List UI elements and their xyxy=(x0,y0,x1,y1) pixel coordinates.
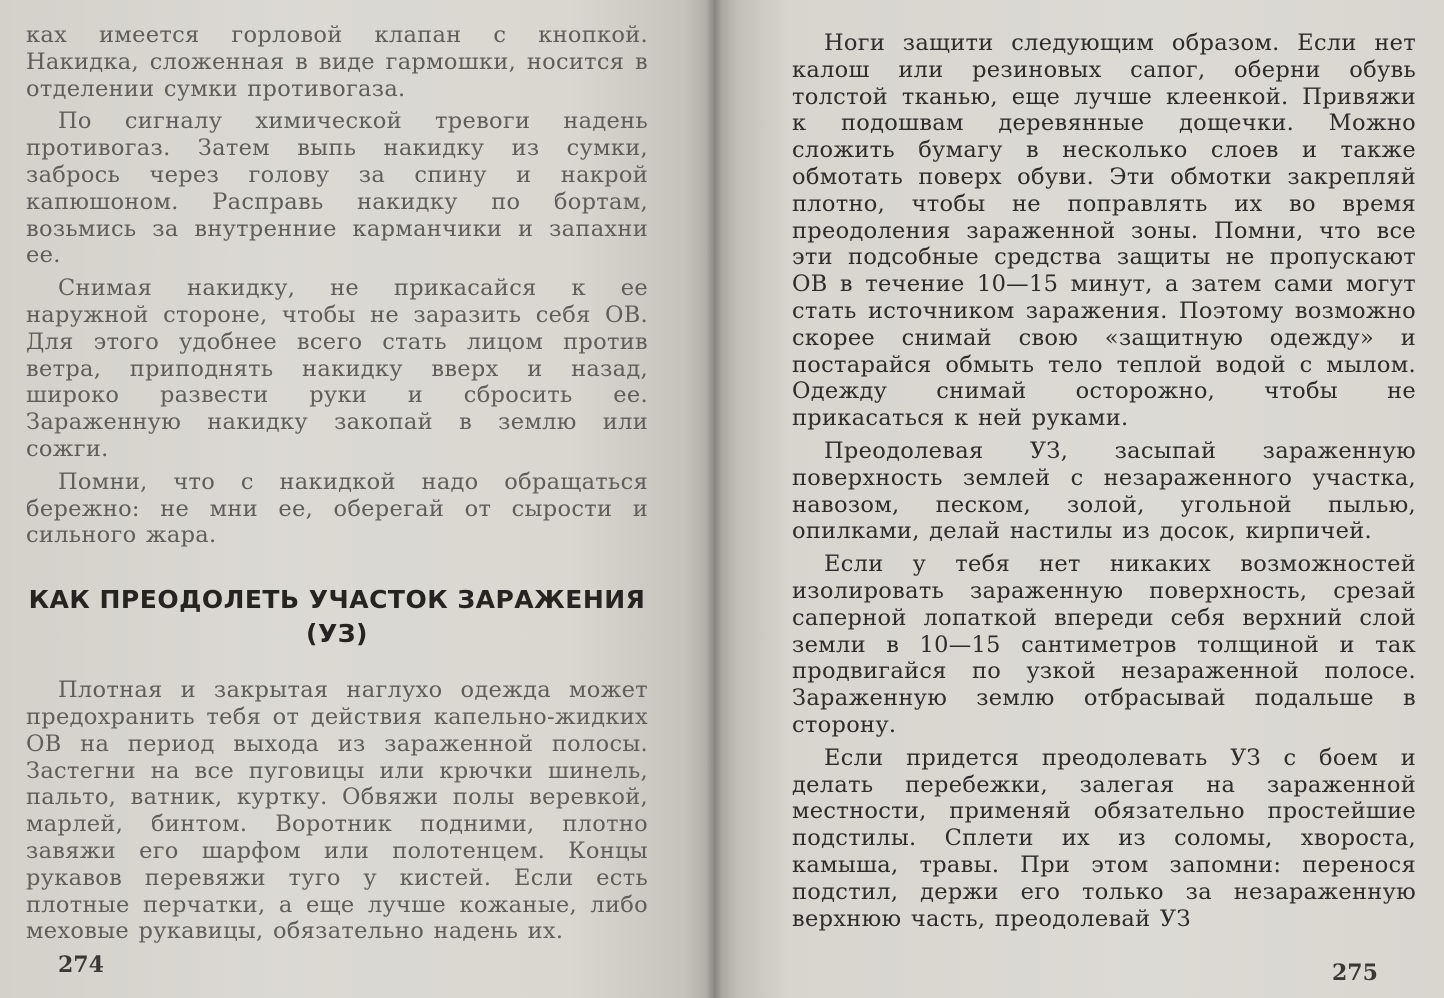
right-paragraph: Если у тебя нет никаких возможностей изолировать зараженную поверхность, срезай саперной лопаткой впереди себя верхний слой земли в 10—15 сантиметров толщиной и так продвигайся по узкой незараженной полосе. Зараженную землю отбрасывай подальше в сторону. xyxy=(792,551,1416,738)
left-paragraph: Снимая накидку, не прикасайся к ее наружной стороне, чтобы не заразить себя ОВ. Для этого удобнее всего стать лицом против ветра, приподнять накидку вверх и назад, широко развести руки и сбросить ее. Зараженную накидку закопай в землю или сожги. xyxy=(26,275,648,462)
section-heading xyxy=(26,583,648,651)
left-paragraph: ках имеется горловой клапан с кнопкой. Накидка, сложенная в виде гармошки, носится в отделении сумки противогаза. xyxy=(26,22,648,102)
page-number-right: 275 xyxy=(1332,960,1378,986)
right-page-text xyxy=(792,30,1416,932)
left-paragraph: Плотная и закрытая наглухо одежда может предохранить тебя от действия капельно-жидких ОВ на период выхода из зараженной полосы. Застегни на все пуговицы или крючки шинель, пальто, ватник, куртку. Обвяжи полы веревкой, марлей, бинтом. Воротник подними, плотно завяжи его шарфом или полотенцем. Концы рукавов перевяжи туго у кистей. Если есть плотные перчатки, а еще лучше кожаные, либо меховые рукавицы, обязательно надень их. xyxy=(26,677,648,945)
right-paragraph: Если придется преодолевать УЗ с боем и делать перебежки, залегая на зараженной местности, применяй обязательно простейшие подстилы. Сплети их из соломы, хвороста, камыша, травы. При этом запомни: перенося подстил, держи его только за незараженную верхнюю часть, преодолевай УЗ xyxy=(792,744,1416,932)
left-paragraph: Помни, что с накидкой надо обращаться бережно: не мни ее, оберегай от сырости и сильного жара. xyxy=(26,468,648,549)
page-number-left: 274 xyxy=(58,952,104,978)
section-heading-line: КАК ПРЕОДОЛЕТЬ УЧАСТОК ЗАРАЖЕНИЯ xyxy=(28,585,646,615)
section-heading-abbrev: (УЗ) xyxy=(306,619,368,649)
left-paragraph: По сигналу химической тревоги надень противогаз. Затем выпь накидку из сумки, забрось через голову за спину и накрой капюшоном. Расправь накидку по бортам, возьмись за внутренние карманчики и запахни ее. xyxy=(26,108,648,269)
right-paragraph: Ноги защити следующим образом. Если нет калош или резиновых сапог, оберни обувь толстой тканью, еще лучше клеенкой. Привяжи к подошвам деревянные дощечки. Можно сложить бумагу в несколько слоев и также обмотать поверх обуви. Эти обмотки закрепляй плотно, чтобы не поправлять их во время преодоления зараженной зоны. Помни, что все эти подсобные средства защиты не пропускают ОВ в течение 10—15 минут, а затем сами могут стать источником заражения. Поэтому возможно скорее снимай свою «защитную одежду» и постарайся обмыть тело теплой водой с мылом. Одежду снимай осторожно, чтобы не прикасаться к ней руками. xyxy=(792,30,1416,432)
right-paragraph: Преодолевая УЗ, засыпай зараженную поверхность землей с незараженного участка, навозом, песком, золой, угольной пылью, опилками, делай настилы из досок, кирпичей. xyxy=(792,437,1416,545)
left-page-text xyxy=(26,22,648,945)
